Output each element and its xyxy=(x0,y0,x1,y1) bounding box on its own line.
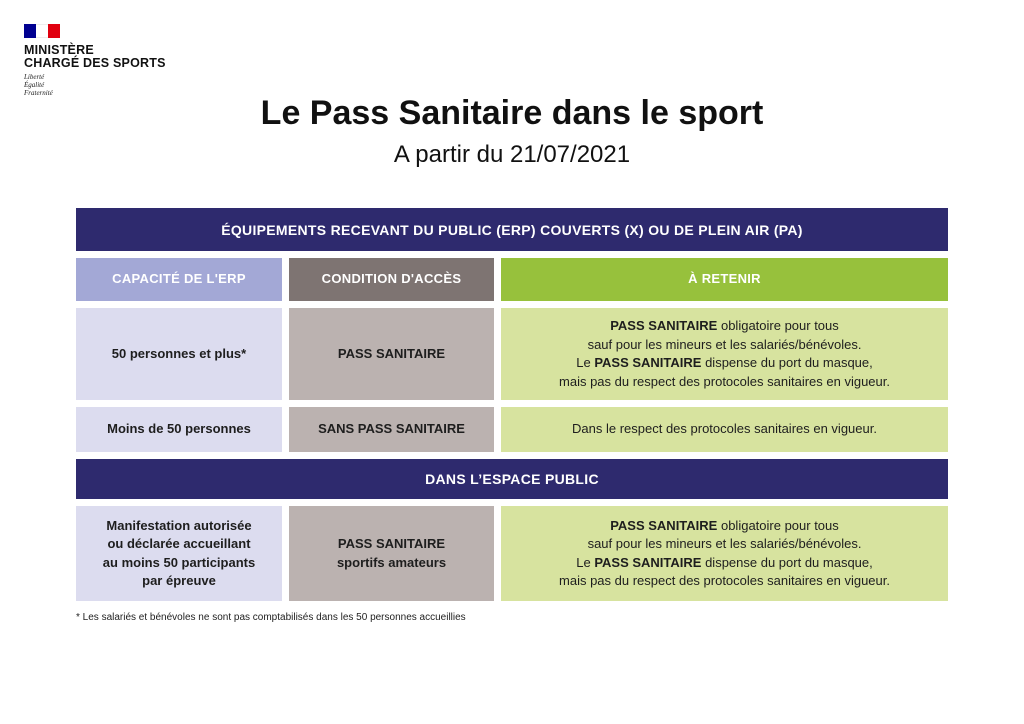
row1-condition: PASS SANITAIRE xyxy=(289,308,494,400)
public-capacity xyxy=(76,506,282,601)
header-capacity: CAPACITÉ DE L'ERP xyxy=(76,258,282,301)
public-retain-l3-pre: Le xyxy=(576,554,595,570)
footnote: * Les salariés et bénévoles ne sont pas comptabilisés dans les 50 personnes accueillies xyxy=(76,612,466,623)
public-retain xyxy=(501,506,948,601)
section-erp-band: ÉQUIPEMENTS RECEVANT DU PUBLIC (ERP) COUVERTS (X) OU DE PLEIN AIR (PA) xyxy=(76,208,948,251)
motto-fraternite: Fraternité xyxy=(24,89,53,97)
public-retain-l1: obligatoire pour tous xyxy=(717,517,839,533)
row1-retain-pass1: PASS SANITAIRE xyxy=(610,318,718,333)
row1-retain-l2: sauf pour les mineurs et les salariés/bénévoles. xyxy=(587,336,862,352)
motto-egalite: Égalité xyxy=(24,81,45,89)
public-condition xyxy=(289,506,494,601)
row1-retain-l1: obligatoire pour tous xyxy=(717,318,839,333)
row1-retain-pass2: PASS SANITAIRE xyxy=(594,355,702,370)
public-retain-pass2: PASS SANITAIRE xyxy=(594,554,702,570)
public-condition-l2: sportifs amateurs xyxy=(336,554,447,570)
french-flag-icon xyxy=(24,24,60,38)
public-capacity-l4: par épreuve xyxy=(142,573,216,588)
page-title: Le Pass Sanitaire dans le sport xyxy=(260,94,764,132)
public-capacity-l1: Manifestation autorisée xyxy=(106,517,252,533)
row2-capacity: Moins de 50 personnes xyxy=(76,407,282,452)
ministry-name xyxy=(24,44,166,70)
public-capacity-l2: ou déclarée accueillant xyxy=(107,536,251,551)
row1-retain xyxy=(501,308,948,400)
page-subtitle: A partir du 21/07/2021 xyxy=(393,141,631,168)
row1-capacity: 50 personnes et plus* xyxy=(76,308,282,400)
ministry-logo xyxy=(24,24,166,97)
row2-retain: Dans le respect des protocoles sanitaires en vigueur. xyxy=(501,407,948,452)
ministry-name-line2: CHARGÉ DES SPORTS xyxy=(24,56,166,70)
public-retain-l2: sauf pour les mineurs et les salariés/bénévoles. xyxy=(587,536,862,551)
row1-retain-l3-pre: Le xyxy=(576,355,595,370)
header-retain: À RETENIR xyxy=(501,258,948,301)
public-capacity-l3: au moins 50 participants xyxy=(102,554,256,570)
public-retain-l4: mais pas du respect des protocoles sanitaires en vigueur. xyxy=(559,573,890,588)
row2-condition: SANS PASS SANITAIRE xyxy=(289,407,494,452)
motto-liberte: Liberté xyxy=(24,73,45,81)
public-condition-l1: PASS SANITAIRE xyxy=(337,536,446,551)
header-condition: CONDITION D'ACCÈS xyxy=(289,258,494,301)
public-retain-l3: dispense du port du masque, xyxy=(701,554,873,570)
section-public-space-band: DANS L’ESPACE PUBLIC xyxy=(76,459,948,499)
ministry-name-line1: MINISTÈRE xyxy=(24,43,94,57)
public-retain-pass1: PASS SANITAIRE xyxy=(610,517,718,533)
row1-retain-l4: mais pas du respect des protocoles sanitaires en vigueur. xyxy=(559,373,890,389)
row1-retain-l3: dispense du port du masque, xyxy=(701,355,873,370)
